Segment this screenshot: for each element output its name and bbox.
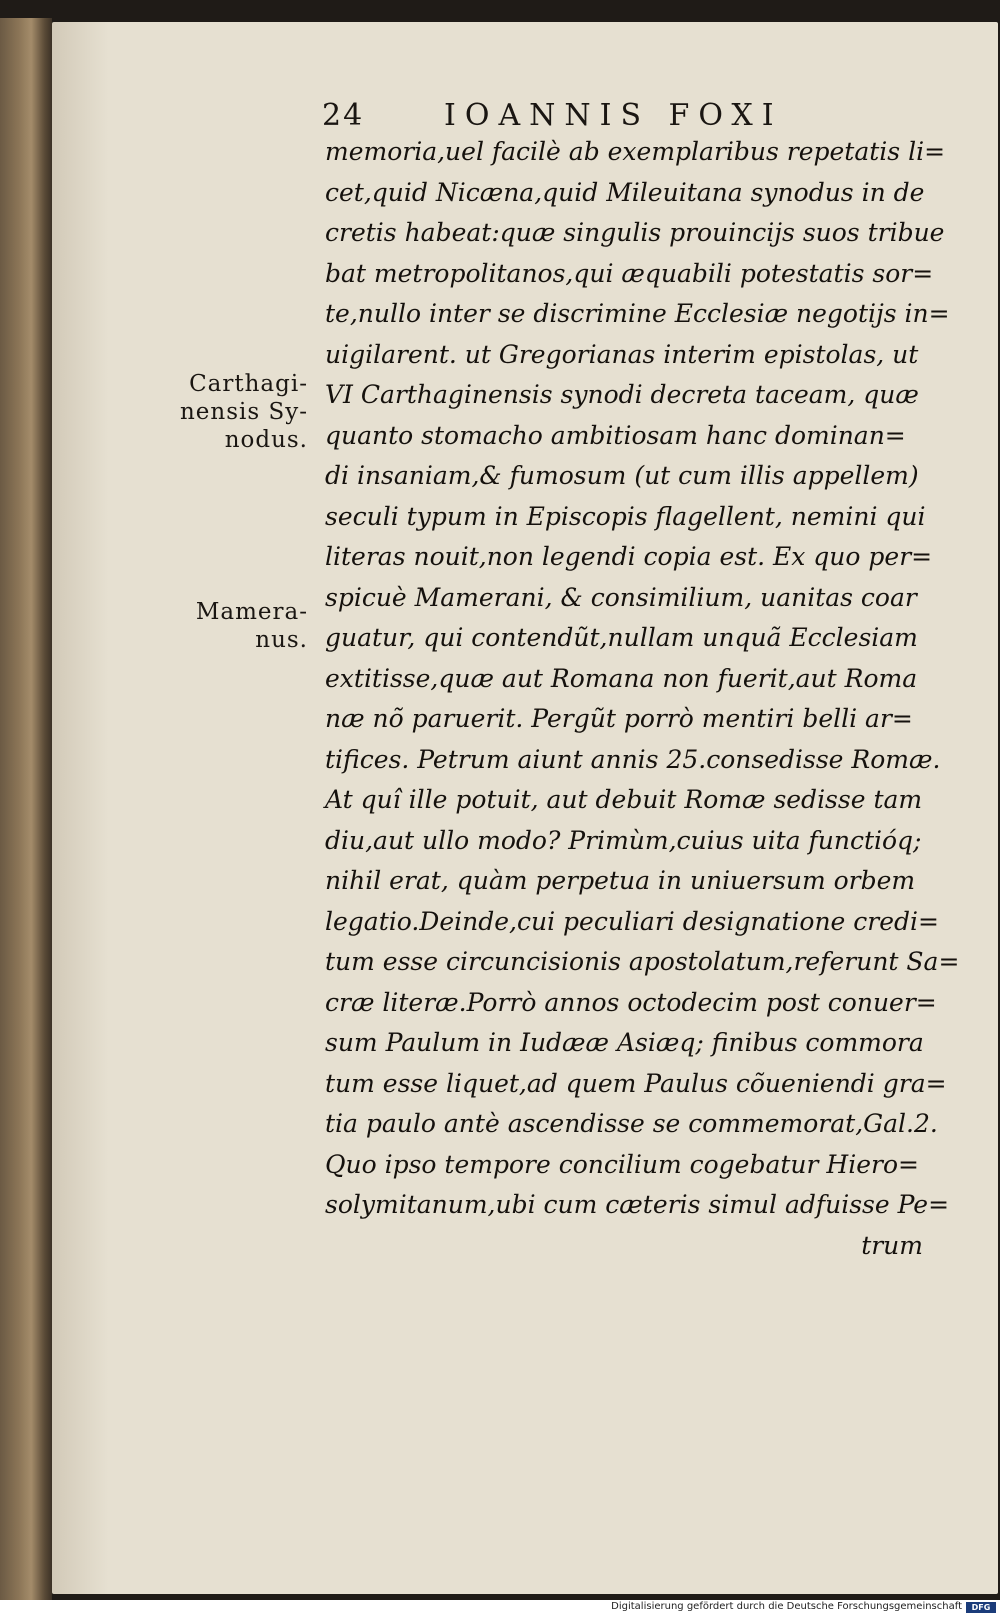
text-line: tum esse liquet,ad quem Paulus cõueniendi gra= bbox=[325, 1068, 947, 1098]
margin-note-line: nus. bbox=[255, 627, 308, 653]
margin-note-carthaginensis bbox=[180, 370, 308, 454]
text-line: tum esse circuncisionis apostolatum,referunt Sa= bbox=[325, 947, 960, 976]
text-line: quanto stomacho ambitiosam hanc dominan= bbox=[325, 420, 906, 450]
book-edge bbox=[0, 18, 52, 1600]
text-line: seculi typum in Episcopis flagellent, nemini qui bbox=[325, 501, 926, 531]
footer-bar bbox=[0, 1600, 1000, 1615]
text-line: cet,quid Nicæna,quid Mileuitana synodus in de bbox=[325, 177, 925, 207]
text-line: spicuè Mamerani, & consimilium, uanitas coar bbox=[325, 582, 917, 612]
text-line: diu,aut ullo modo? Primùm,cuius uita functióq; bbox=[325, 825, 922, 855]
text-line: At quî ille potuit, aut debuit Romæ sedisse tam bbox=[325, 785, 923, 814]
running-head: IOANNIS FOXI bbox=[444, 98, 783, 133]
margin-note-line: Mamera- bbox=[195, 599, 308, 625]
margin-note-line: Carthagi- bbox=[189, 371, 308, 397]
text-line: tia paulo antè ascendisse se commemorat,Gal.2. bbox=[325, 1109, 938, 1138]
text-line: nihil erat, quàm perpetua in uniuersum orbem bbox=[325, 866, 916, 895]
text-line: VI Carthaginensis synodi decreta taceam, quæ bbox=[325, 380, 919, 409]
catchword: trum bbox=[861, 1230, 923, 1260]
body-text bbox=[325, 132, 960, 1266]
dfg-logo-icon: DFG bbox=[966, 1602, 996, 1613]
text-line: guatur, qui contendũt,nullam unquã Ecclesiam bbox=[325, 623, 918, 652]
digitization-credit: Digitalisierung gefördert durch die Deutsche Forschungsgemeinschaft bbox=[611, 1601, 962, 1612]
page-number: 24 bbox=[322, 98, 365, 133]
text-line: uigilarent. ut Gregorianas interim epistolas, ut bbox=[325, 339, 919, 369]
text-line: cretis habeat:quæ singulis prouincijs suos tribue bbox=[325, 218, 945, 247]
text-line: di insaniam,& fumosum (ut cum illis appellem) bbox=[325, 461, 919, 490]
text-line: literas nouit,non legendi copia est. Ex quo per= bbox=[325, 542, 933, 571]
text-line: memoria,uel facilè ab exemplaribus repetatis li= bbox=[325, 137, 946, 166]
text-line: næ nõ paruerit. Pergũt porrò mentiri belli ar= bbox=[325, 704, 913, 733]
text-line: solymitanum,ubi cum cæteris simul adfuisse Pe= bbox=[325, 1190, 950, 1219]
text-line: bat metropolitanos,qui æquabili potestatis sor= bbox=[325, 258, 934, 288]
text-line: sum Paulum in Iudææ Asiæq; finibus commora bbox=[325, 1028, 924, 1057]
text-line: extitisse,quæ aut Romana non fuerit,aut Roma bbox=[325, 663, 918, 693]
text-line: legatio.Deinde,cui peculiari designatione credi= bbox=[325, 906, 939, 936]
text-line: cræ literæ.Porrò annos octodecim post conuer= bbox=[325, 987, 937, 1017]
text-line: te,nullo inter se discrimine Ecclesiæ negotijs in= bbox=[325, 299, 950, 328]
margin-note-line: nodus. bbox=[224, 427, 308, 453]
text-line: tifices. Petrum aiunt annis 25.consedisse Romæ. bbox=[325, 744, 941, 774]
margin-note-mameranus bbox=[196, 598, 308, 654]
text-line: Quo ipso tempore concilium cogebatur Hiero= bbox=[325, 1149, 919, 1179]
margin-note-line: nensis Sy- bbox=[179, 399, 308, 425]
